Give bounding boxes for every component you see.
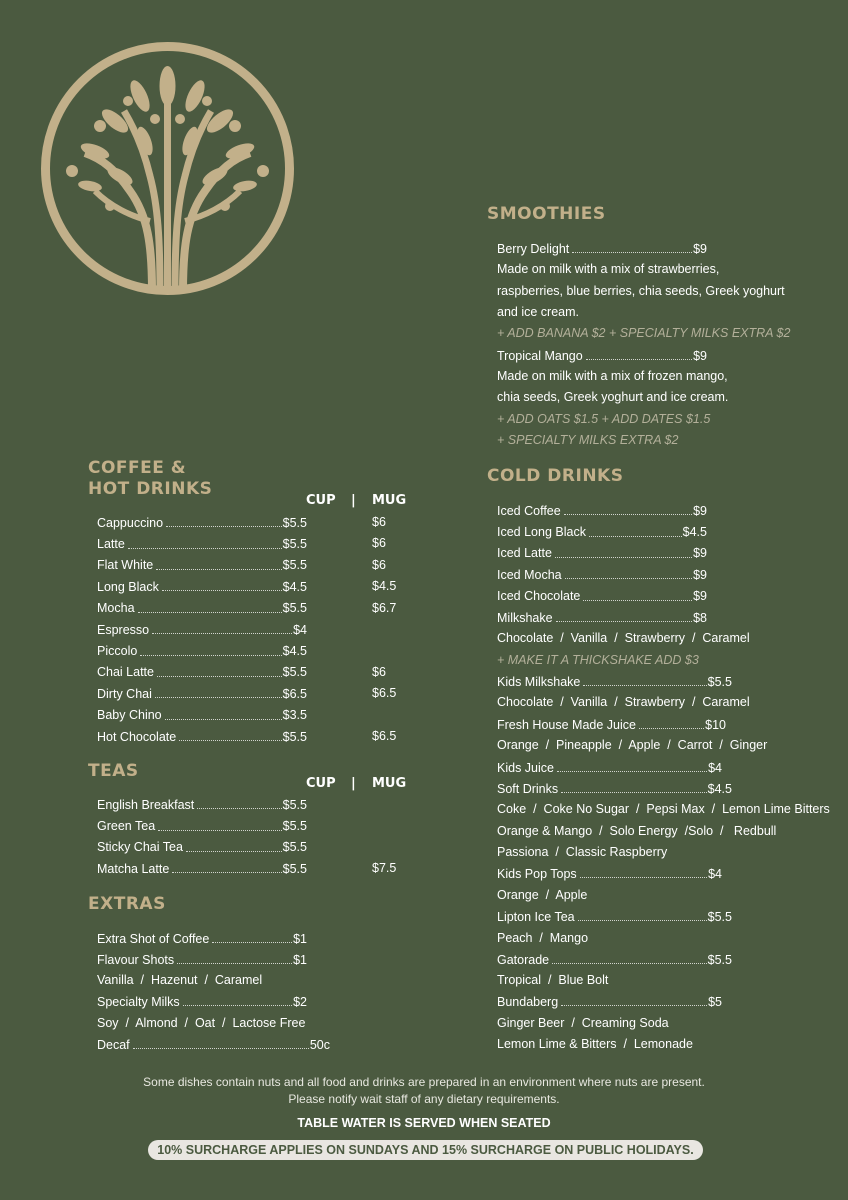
mug-price: $7.5 xyxy=(372,861,397,876)
item-name: Dirty Chai xyxy=(97,686,152,701)
item-price: $4.5 xyxy=(282,579,307,594)
menu-item-fresh-juice xyxy=(497,714,726,735)
leader-dots xyxy=(561,792,707,793)
item-name: English Breakfast xyxy=(97,797,195,812)
coffee-item-row xyxy=(97,576,307,597)
item-name: Cappuccino xyxy=(97,515,164,530)
menu-item-gatorade xyxy=(497,949,732,970)
leader-dots xyxy=(557,771,707,772)
leader-dots xyxy=(186,851,282,852)
leader-dots xyxy=(565,578,692,579)
coffee-heading-line-1: COFFEE & xyxy=(88,458,187,478)
coffee-item-row xyxy=(97,512,307,533)
extras-heading: EXTRAS xyxy=(88,894,166,914)
menu-item-specialty-milks xyxy=(97,991,307,1012)
leader-dots xyxy=(556,621,693,622)
menu-item-bundaberg xyxy=(497,991,722,1012)
coffee-heading xyxy=(88,458,212,500)
mango-description-line-1: Made on milk with a mix of frozen mango, xyxy=(497,369,728,383)
item-name: Fresh House Made Juice xyxy=(497,717,636,732)
coffee-item-row xyxy=(97,640,307,661)
soft-drink-options-3: Passiona / Classic Raspberry xyxy=(497,845,668,859)
item-price: $2 xyxy=(293,994,307,1009)
teas-heading: TEAS xyxy=(88,761,139,781)
leader-dots xyxy=(183,1005,292,1006)
menu-item-soft-drinks xyxy=(497,778,732,799)
item-price: $5.5 xyxy=(282,861,307,876)
tea-item-row xyxy=(97,858,307,879)
item-name: Iced Long Black xyxy=(497,525,586,540)
surcharge-banner: 10% SURCHARGE APPLIES ON SUNDAYS AND 15% SURCHARGE ON PUBLIC HOLIDAYS. xyxy=(148,1140,703,1160)
coffee-item-row xyxy=(97,705,307,726)
item-price: $9 xyxy=(693,567,707,582)
coffee-item-row xyxy=(97,598,307,619)
tea-item-row xyxy=(97,794,307,815)
leader-dots xyxy=(212,942,292,943)
coffee-item-row xyxy=(97,533,307,554)
cold-drink-item-row xyxy=(497,586,707,607)
coffee-item-row xyxy=(97,555,307,576)
mug-price: $6.7 xyxy=(372,600,397,615)
item-name: Kids Milkshake xyxy=(497,674,581,689)
item-price: $9 xyxy=(693,546,707,561)
mango-addon-1: + ADD OATS $1.5 + ADD DATES $1.5 xyxy=(497,412,711,426)
leader-dots xyxy=(586,359,692,360)
juice-options: Orange / Pineapple / Apple / Carrot / Ginger xyxy=(497,738,768,752)
item-price: $5.5 xyxy=(282,797,307,812)
item-price: $9 xyxy=(693,503,707,518)
berry-description-line-3: and ice cream. xyxy=(497,305,579,319)
item-name: Iced Mocha xyxy=(497,567,562,582)
leader-dots xyxy=(583,600,692,601)
tea-item-row xyxy=(97,815,307,836)
cold-drinks-heading: COLD DRINKS xyxy=(487,466,624,486)
item-name: Flavour Shots xyxy=(97,952,175,967)
menu-item-kids-milkshake xyxy=(497,671,732,692)
coffee-heading-line-2: HOT DRINKS xyxy=(88,479,213,499)
item-name: Iced Chocolate xyxy=(497,589,581,604)
item-price: $4 xyxy=(293,622,307,637)
item-name: Kids Juice xyxy=(497,760,554,775)
kids-milkshake-flavours: Chocolate / Vanilla / Strawberry / Caramel xyxy=(497,695,750,709)
item-name: Extra Shot of Coffee xyxy=(97,931,210,946)
item-price: $5.5 xyxy=(282,537,307,552)
item-name: Hot Chocolate xyxy=(97,729,177,744)
menu-item-extra-shot xyxy=(97,928,307,949)
item-name: Tropical Mango xyxy=(497,348,583,363)
cold-drink-item-row xyxy=(497,500,707,521)
item-name: Chai Latte xyxy=(97,665,154,680)
coffee-item-row xyxy=(97,683,307,704)
mug-price: $6 xyxy=(372,557,386,572)
item-name: Green Tea xyxy=(97,819,156,834)
leader-dots xyxy=(561,1005,707,1006)
soft-drink-options-1: Coke / Coke No Sugar / Pepsi Max / Lemon Lime Bitters xyxy=(497,802,830,816)
item-price: $1 xyxy=(293,952,307,967)
coffee-column-separator: | xyxy=(351,493,356,508)
item-name: Espresso xyxy=(97,622,150,637)
mug-price: $6 xyxy=(372,664,386,679)
coffee-item-row xyxy=(97,726,307,747)
leader-dots xyxy=(179,740,281,741)
item-price: $5.5 xyxy=(282,665,307,680)
item-price: $5.5 xyxy=(282,729,307,744)
menu-item-tropical-mango xyxy=(497,345,707,366)
item-price: $5.5 xyxy=(282,515,307,530)
leader-dots xyxy=(552,963,707,964)
milkshake-flavours: Chocolate / Vanilla / Strawberry / Caramel xyxy=(497,631,750,645)
teas-cup-header: CUP xyxy=(306,776,336,791)
leader-dots xyxy=(140,655,281,656)
leader-dots xyxy=(572,252,692,253)
leader-dots xyxy=(157,676,282,677)
thickshake-addon: + MAKE IT A THICKSHAKE ADD $3 xyxy=(497,653,699,667)
item-price: $8 xyxy=(693,610,707,625)
gatorade-options: Tropical / Blue Bolt xyxy=(497,973,609,987)
item-price: $9 xyxy=(693,589,707,604)
item-name: Flat White xyxy=(97,558,154,573)
cold-drink-item-row xyxy=(497,521,707,542)
item-price: $5.5 xyxy=(282,601,307,616)
item-price: $5.5 xyxy=(282,840,307,855)
mango-addon-2: + SPECIALTY MILKS EXTRA $2 xyxy=(497,433,679,447)
item-name: Iced Latte xyxy=(497,546,552,561)
leader-dots xyxy=(583,685,706,686)
item-name: Latte xyxy=(97,537,125,552)
leader-dots xyxy=(172,872,281,873)
item-name: Iced Coffee xyxy=(497,503,561,518)
leader-dots xyxy=(128,548,282,549)
coffee-cup-header: CUP xyxy=(306,493,336,508)
item-price: $9 xyxy=(693,241,707,256)
leader-dots xyxy=(152,633,292,634)
item-name: Bundaberg xyxy=(497,994,559,1009)
menu-item-lipton-ice-tea xyxy=(497,906,732,927)
leader-dots xyxy=(197,808,281,809)
item-name: Matcha Latte xyxy=(97,861,170,876)
item-name: Long Black xyxy=(97,579,159,594)
item-name: Sticky Chai Tea xyxy=(97,840,183,855)
item-price: $5.5 xyxy=(707,909,732,924)
table-water-notice: TABLE WATER IS SERVED WHEN SEATED xyxy=(297,1116,551,1130)
leader-dots xyxy=(133,1048,309,1049)
item-price: $5.5 xyxy=(282,558,307,573)
item-price: $4.5 xyxy=(282,644,307,659)
item-price: $5.5 xyxy=(707,674,732,689)
cold-drink-item-row xyxy=(497,607,707,628)
item-name: Milkshake xyxy=(497,610,553,625)
item-name: Baby Chino xyxy=(97,708,162,723)
soft-drink-options-2: Orange & Mango / Solo Energy /Solo / Redbull xyxy=(497,824,777,838)
item-price: $5.5 xyxy=(282,819,307,834)
mug-price: $6.5 xyxy=(372,729,397,743)
item-price: 50c xyxy=(309,1037,330,1052)
teas-column-separator: | xyxy=(351,776,356,791)
item-name: Specialty Milks xyxy=(97,994,180,1009)
nuts-notice-line-1: Some dishes contain nuts and all food and drinks are prepared in an environment where nuts are present. xyxy=(143,1075,705,1089)
coffee-item-row xyxy=(97,662,307,683)
cold-drink-item-row xyxy=(497,543,707,564)
leader-dots xyxy=(165,719,282,720)
leader-dots xyxy=(564,514,692,515)
mug-price: $6 xyxy=(372,536,386,551)
mug-price: $6 xyxy=(372,515,386,529)
item-price: $9 xyxy=(693,348,707,363)
milk-options: Soy / Almond / Oat / Lactose Free xyxy=(97,1016,306,1030)
mug-price: $6.5 xyxy=(372,686,397,701)
item-name: Gatorade xyxy=(497,952,550,967)
menu-item-kids-juice xyxy=(497,757,722,778)
leader-dots xyxy=(155,697,282,698)
leader-dots xyxy=(639,728,704,729)
leader-dots xyxy=(589,536,682,537)
berry-description-line-2: raspberries, blue berries, chia seeds, Greek yoghurt xyxy=(497,284,785,298)
tree-of-life-logo xyxy=(40,41,295,296)
item-name: Lipton Ice Tea xyxy=(497,909,575,924)
leader-dots xyxy=(138,612,282,613)
kids-pop-options: Orange / Apple xyxy=(497,888,588,902)
mango-description-line-2: chia seeds, Greek yoghurt and ice cream. xyxy=(497,390,729,404)
item-price: $5.5 xyxy=(707,952,732,967)
teas-mug-header: MUG xyxy=(372,776,407,791)
lipton-options: Peach / Mango xyxy=(497,931,589,945)
bundaberg-options-1: Ginger Beer / Creaming Soda xyxy=(497,1016,669,1030)
item-name: Decaf xyxy=(97,1037,130,1052)
item-price: $1 xyxy=(293,931,307,946)
smoothies-heading: SMOOTHIES xyxy=(487,204,606,224)
item-price: $4 xyxy=(708,760,722,775)
mug-price: $4.5 xyxy=(372,579,397,594)
leader-dots xyxy=(162,590,282,591)
coffee-mug-header: MUG xyxy=(372,493,407,508)
item-name: Soft Drinks xyxy=(497,781,559,796)
berry-addon: + ADD BANANA $2 + SPECIALTY MILKS EXTRA $2 xyxy=(497,326,791,340)
menu-item-decaf xyxy=(97,1034,330,1055)
item-price: $4.5 xyxy=(682,525,707,540)
coffee-item-row xyxy=(97,619,307,640)
leader-dots xyxy=(555,557,692,558)
leader-dots xyxy=(158,830,282,831)
item-price: $5 xyxy=(708,994,722,1009)
leader-dots xyxy=(166,526,282,527)
nuts-notice-line-2: Please notify wait staff of any dietary requirements. xyxy=(288,1092,560,1106)
bundaberg-options-2: Lemon Lime & Bitters / Lemonade xyxy=(497,1037,693,1051)
item-price: $3.5 xyxy=(282,708,307,723)
item-name: Berry Delight xyxy=(497,241,570,256)
flavour-options: Vanilla / Hazenut / Caramel xyxy=(97,973,263,987)
item-price: $4 xyxy=(708,866,722,881)
item-price: $4.5 xyxy=(707,781,732,796)
item-name: Piccolo xyxy=(97,644,138,659)
menu-item-flavour-shots xyxy=(97,949,307,970)
menu-item-kids-pop-tops xyxy=(497,863,722,884)
item-price: $6.5 xyxy=(282,686,307,701)
berry-description-line-1: Made on milk with a mix of strawberries, xyxy=(497,262,720,276)
item-name: Mocha xyxy=(97,601,135,616)
leader-dots xyxy=(578,920,707,921)
cold-drink-item-row xyxy=(497,564,707,585)
leader-dots xyxy=(177,963,292,964)
leader-dots xyxy=(156,569,281,570)
item-name: Kids Pop Tops xyxy=(497,866,577,881)
item-price: $10 xyxy=(705,717,726,732)
menu-item-berry-delight xyxy=(497,238,707,259)
tea-item-row xyxy=(97,837,307,858)
leader-dots xyxy=(580,877,707,878)
